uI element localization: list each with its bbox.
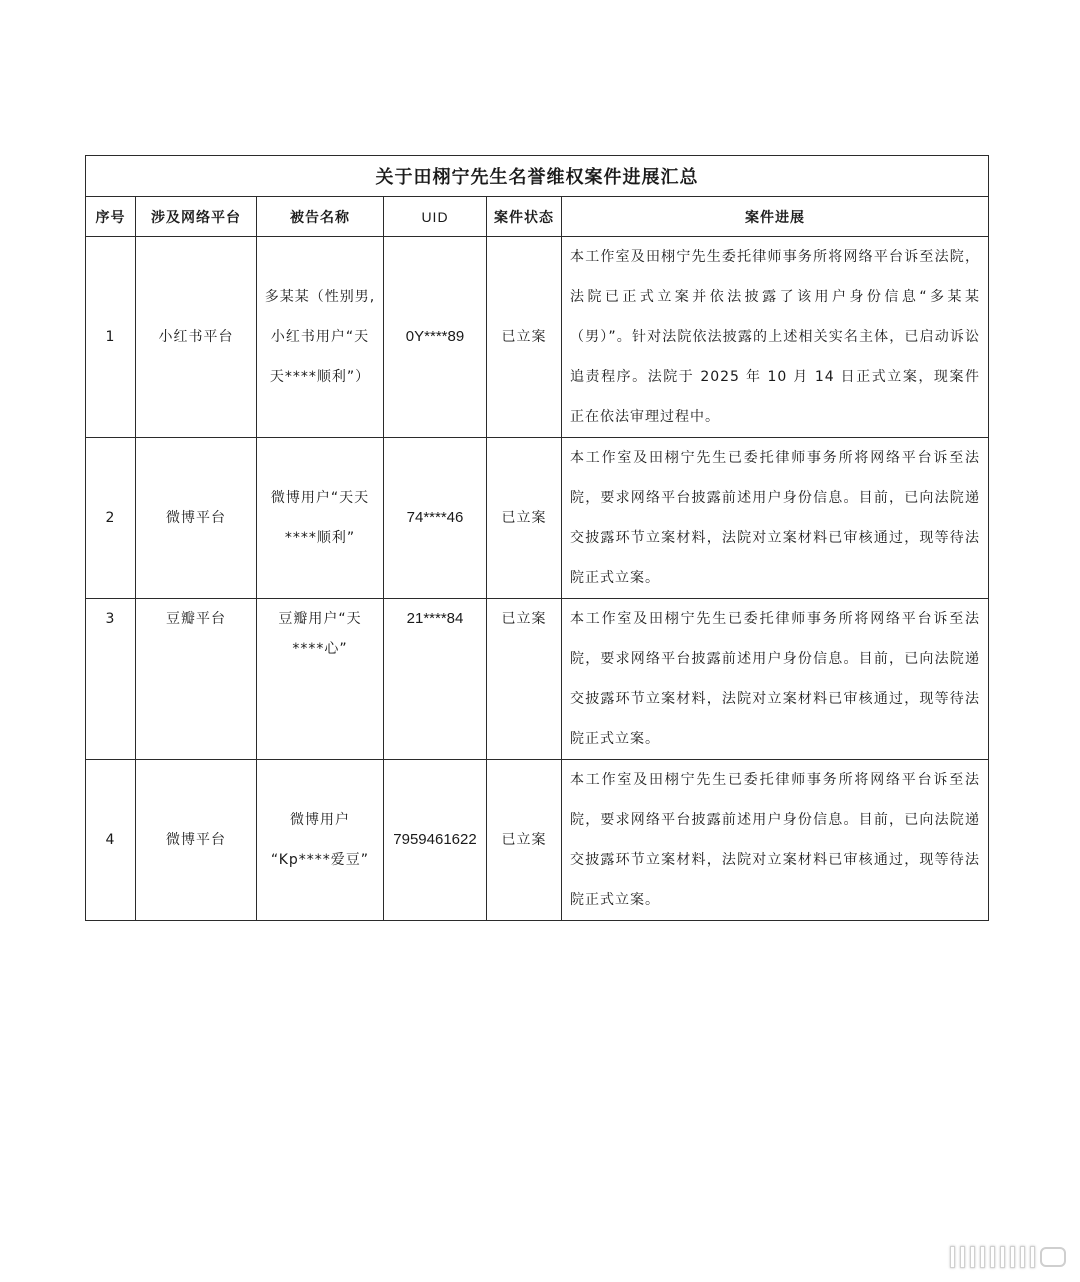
defendant-line: 小红书用户“天 — [270, 329, 370, 345]
watermark-bar-icon — [990, 1246, 995, 1268]
row-platform: 微博平台 — [136, 438, 257, 599]
header-seq: 序号 — [86, 197, 136, 237]
watermark-bar-icon — [950, 1246, 955, 1268]
row-platform: 微博平台 — [136, 760, 257, 921]
watermark-bar-icon — [1000, 1246, 1005, 1268]
row-platform: 小红书平台 — [136, 237, 257, 438]
table-row — [86, 237, 989, 438]
defendant-line: 豆瓣用户“天 — [278, 611, 362, 627]
row-uid: 21****84 — [384, 599, 487, 760]
watermark-chat-icon — [1040, 1247, 1066, 1267]
defendant-line: 微博用户“天天 — [270, 490, 370, 506]
row-defendant — [257, 438, 384, 599]
watermark-bar-icon — [980, 1246, 985, 1268]
row-status: 已立案 — [487, 760, 562, 921]
header-platform: 涉及网络平台 — [136, 197, 257, 237]
row-defendant — [257, 599, 384, 760]
row-uid: 7959461622 — [384, 760, 487, 921]
row-seq: 3 — [86, 599, 136, 760]
row-progress: 本工作室及田栩宁先生已委托律师事务所将网络平台诉至法院，要求网络平台披露前述用户身份信息。目前，已向法院递交披露环节立案材料，法院对立案材料已审核通过，现等待法院正式立案。 — [562, 599, 989, 760]
row-platform: 豆瓣平台 — [136, 599, 257, 760]
row-seq: 4 — [86, 760, 136, 921]
row-uid: 74****46 — [384, 438, 487, 599]
table-row — [86, 760, 989, 921]
header-row — [86, 197, 989, 237]
table-row — [86, 438, 989, 599]
row-defendant — [257, 760, 384, 921]
row-progress: 本工作室及田栩宁先生已委托律师事务所将网络平台诉至法院，要求网络平台披露前述用户身份信息。目前，已向法院递交披露环节立案材料，法院对立案材料已审核通过，现等待法院正式立案。 — [562, 760, 989, 921]
header-uid: UID — [384, 197, 487, 237]
table-row — [86, 599, 989, 760]
row-progress: 本工作室及田栩宁先生委托律师事务所将网络平台诉至法院，法院已正式立案并依法披露了该用户身份信息“多某某（男）”。针对法院依法披露的上述相关实名主体，已启动诉讼追责程序。法院于 2025 年 10 月 14 日正式立案，现案件正在依法审理过程中。 — [562, 237, 989, 438]
defendant-line: 微博用户 — [290, 812, 350, 828]
watermark-logo — [950, 1246, 1066, 1268]
case-progress-table — [85, 155, 989, 921]
row-progress: 本工作室及田栩宁先生已委托律师事务所将网络平台诉至法院，要求网络平台披露前述用户身份信息。目前，已向法院递交披露环节立案材料，法院对立案材料已审核通过，现等待法院正式立案。 — [562, 438, 989, 599]
defendant-line: ****心” — [292, 641, 348, 657]
watermark-bar-icon — [1020, 1246, 1025, 1268]
defendant-line: “Kp****爱豆” — [270, 852, 370, 868]
row-seq: 2 — [86, 438, 136, 599]
header-status: 案件状态 — [487, 197, 562, 237]
watermark-bar-icon — [970, 1246, 975, 1268]
defendant-line: ****顺利” — [284, 530, 356, 546]
watermark-bar-icon — [1030, 1246, 1035, 1268]
table-title: 关于田栩宁先生名誉维权案件进展汇总 — [86, 156, 989, 197]
watermark-bar-icon — [1010, 1246, 1015, 1268]
row-status: 已立案 — [487, 599, 562, 760]
defendant-line: 天****顺利”） — [269, 369, 371, 385]
watermark-bar-icon — [960, 1246, 965, 1268]
row-status: 已立案 — [487, 438, 562, 599]
row-status: 已立案 — [487, 237, 562, 438]
defendant-line: 多某某（性别男, — [264, 289, 376, 305]
header-progress: 案件进展 — [562, 197, 989, 237]
row-uid: 0Y****89 — [384, 237, 487, 438]
header-defendant: 被告名称 — [257, 197, 384, 237]
row-seq: 1 — [86, 237, 136, 438]
row-defendant — [257, 237, 384, 438]
